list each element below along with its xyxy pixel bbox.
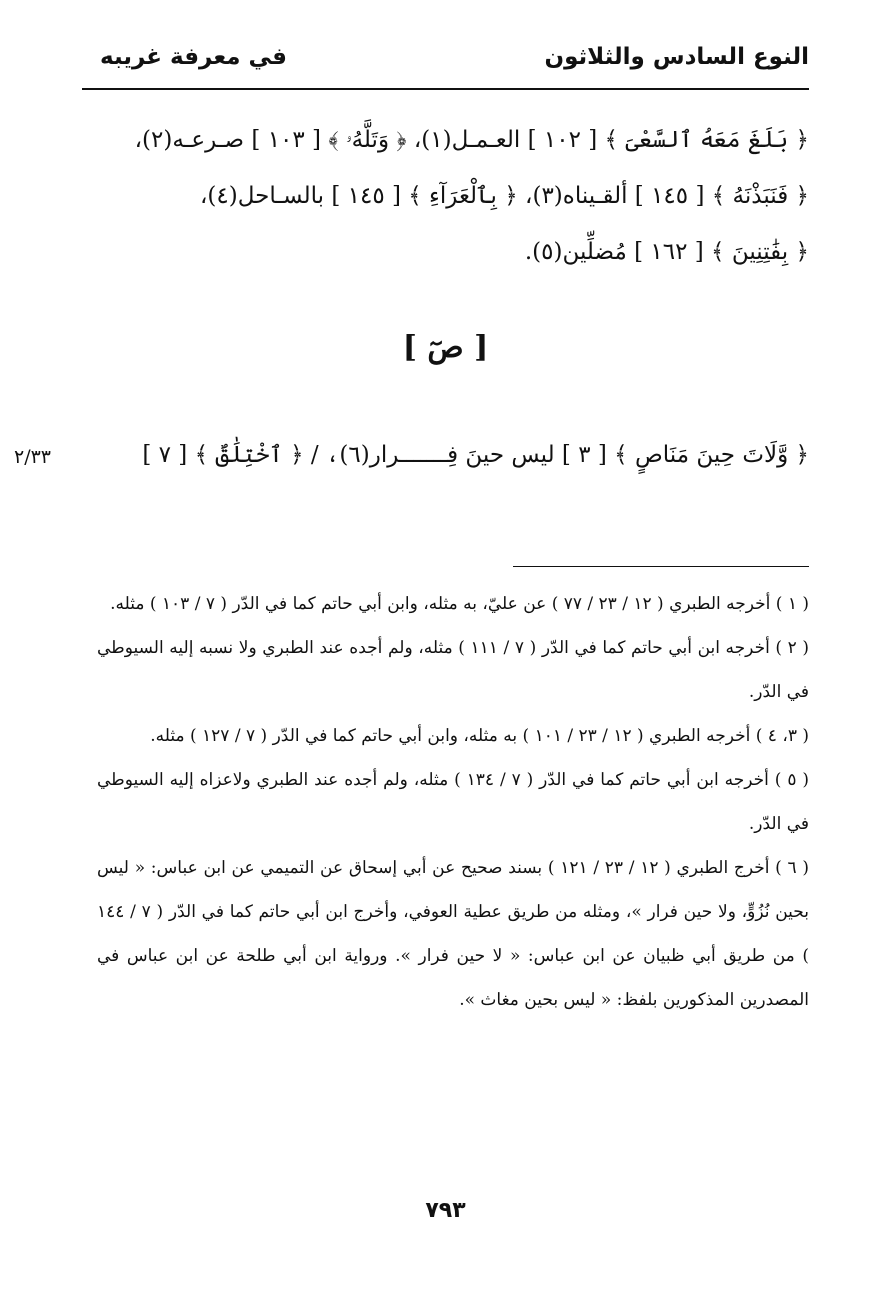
footnote-divider — [513, 566, 809, 567]
footnote: ( ٦ ) أخرج الطبري ( ١٢ / ٢٣ / ١٢١ ) بسند صحيح عن أبي إسحاق عن التميمي عن ابن عباس: « ليس بحين نُزُوٍّ، ولا حين فرار »، ومثله من طريق عطية العوفي، وأخرج ابن أبي حاتم كما في الدّر ( ٧ / ١٤٤ ) من طريق أبي ظبيان عن ابن عباس: « لا حين فرار ». ورواية ابن أبي طلحة عن ابن عباس في المصدرين المذكورين بلفظ: « ليس بحين مغاث ». — [97, 858, 809, 1010]
running-header-section: في معرفة غريبه — [100, 44, 287, 70]
header-divider — [82, 88, 809, 90]
surah-heading: [ صٓ ] — [402, 330, 489, 365]
main-text-line: ﴿ بِفَٰتِنِينَ ﴾ [ ١٦٢ ] مُضلِّين(٥). — [524, 239, 809, 265]
footnotes — [97, 582, 809, 1022]
footnote: ( ٣، ٤ ) أخرجه الطبري ( ١٢ / ٢٣ / ١٠١ ) به مثله، وابن أبي حاتم كما في الدّر ( ٧ / ١٢٧ ) مثله. — [150, 726, 809, 746]
main-text — [79, 112, 809, 280]
running-header-chapter: النوع السادس والثلاثون — [544, 44, 809, 70]
footnote: ( ٥ ) أخرجه ابن أبي حاتم كما في الدّر ( ٧ / ١٣٤ ) مثله، ولم أجده عند الطبري ولاعزاه إليه السيوطي في الدّر. — [97, 770, 809, 834]
main-text-line: ﴿ بَلَغَ مَعَهُ ٱلسَّعْىَ ﴾ [ ١٠٢ ] العـمـل(١)، ﴿ وَتَلَّهُۥ ﴾ [ ١٠٣ ] صـرعـه(٢)، — [134, 127, 809, 153]
surah-sad-entry: ﴿ وَّلَاتَ حِينَ مَنَاصٍ ﴾ [ ٣ ] ليس حينَ فِـــــــرار(٦)، / ﴿ ٱخْتِلَٰقٌ ﴾ [ ٧ ] — [142, 442, 809, 468]
footnote: ( ٢ ) أخرجه ابن أبي حاتم كما في الدّر ( ٧ / ١١١ ) مثله، ولم أجده عند الطبري ولا نسبه إليه السيوطي في الدّر. — [97, 638, 809, 702]
main-text-line: ﴿ فَنَبَذْنَهُ ﴾ [ ١٤٥ ] ألقـيناه(٣)، ﴿ بِٱلْعَرَآءِ ﴾ [ ١٤٥ ] بالسـاحل(٤)، — [199, 183, 809, 209]
volume-page-reference: ٢/٣٣ — [14, 446, 52, 468]
footnote: ( ١ ) أخرجه الطبري ( ١٢ / ٢٣ / ٧٧ ) عن عليّ، به مثله، وابن أبي حاتم كما في الدّر ( ٧ / ١٠٣ ) مثله. — [110, 594, 809, 614]
page-number: ٧٩٣ — [425, 1198, 466, 1223]
